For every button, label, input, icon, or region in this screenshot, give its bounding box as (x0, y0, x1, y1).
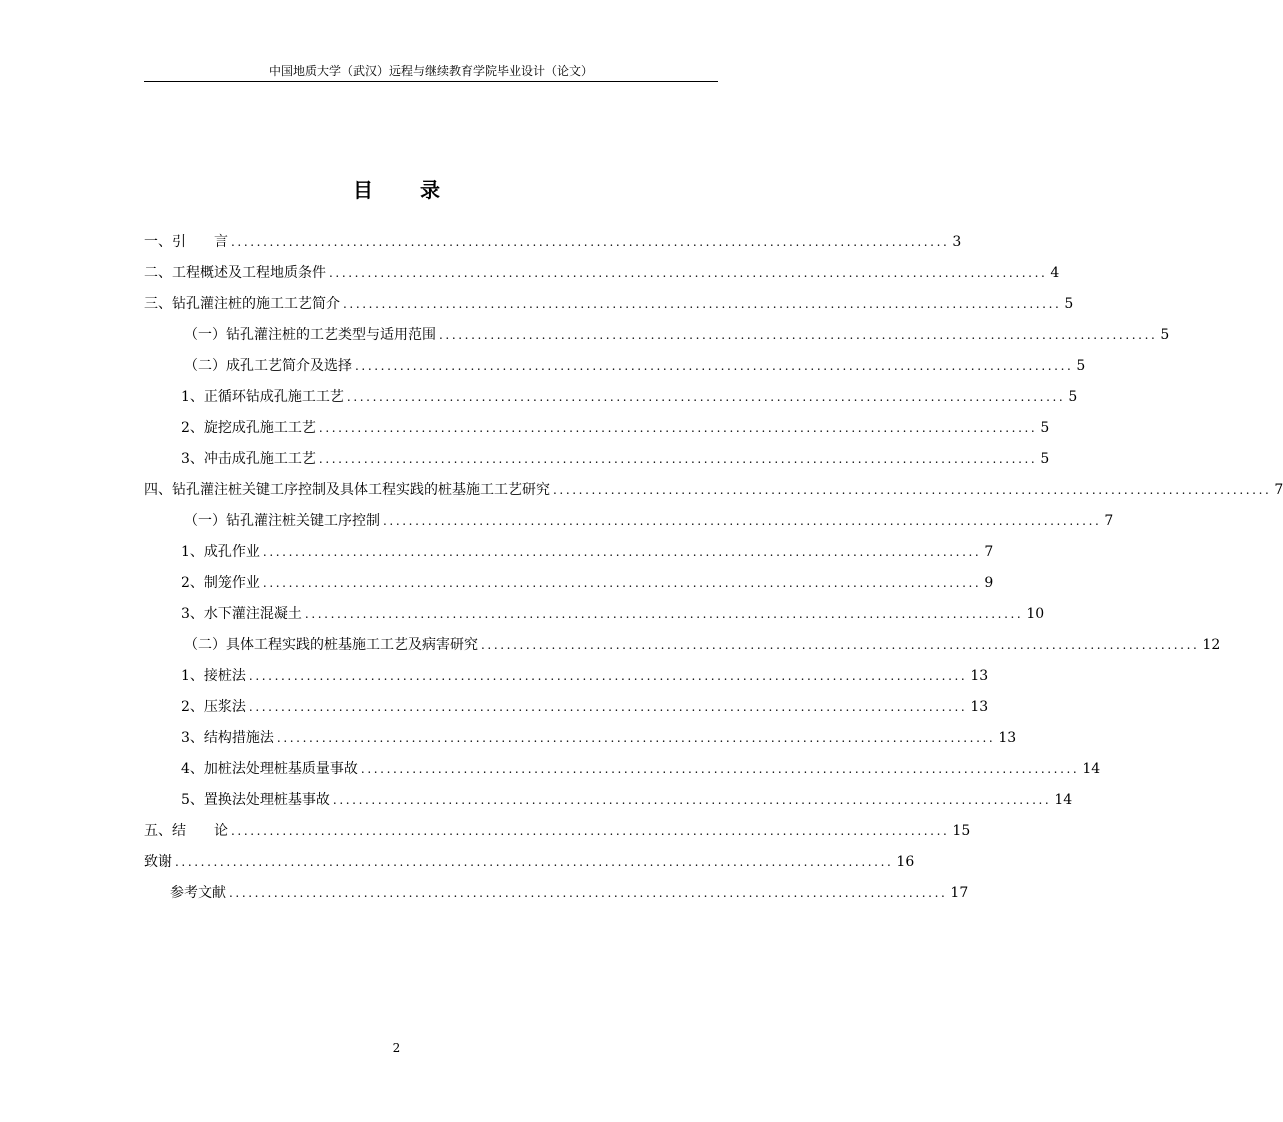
toc-entry-hole-operation[interactable] (181, 537, 994, 568)
toc-entry-label: 四、钻孔灌注桩关键工序控制及具体工程实践的桩基施工工艺研究 (144, 482, 550, 498)
toc-entry-page: 17 (950, 885, 969, 901)
toc-entry-additional-piles[interactable] (181, 754, 1101, 785)
toc-leader-dots: ................................................................................................................ (262, 576, 982, 590)
toc-entry-acknowledgements[interactable] (144, 847, 915, 878)
toc-entry-label: 2、制笼作业 (181, 575, 260, 591)
toc-entry-overview[interactable] (144, 258, 1060, 289)
toc-leader-dots: ................................................................................................................ (318, 452, 1038, 466)
toc-entry-pile-joining[interactable] (181, 661, 989, 692)
toc-entry-forward-circulation[interactable] (181, 382, 1078, 413)
toc-leader-dots: ................................................................................................................ (229, 886, 948, 900)
toc-entry-page: 13 (970, 668, 989, 684)
toc-entry-label: 4、加桩法处理桩基质量事故 (181, 761, 358, 777)
toc-entry-page: 7 (1104, 513, 1114, 529)
toc-entry-page: 10 (1026, 606, 1045, 622)
toc-leader-dots: ................................................................................................................ (481, 638, 1200, 652)
toc-entry-label: 3、结构措施法 (181, 730, 274, 746)
toc-entry-label: 三、钻孔灌注桩的施工工艺简介 (144, 296, 340, 312)
toc-leader-dots: ................................................................................................................ (304, 607, 1024, 621)
toc-entry-label: （一）钻孔灌注桩的工艺类型与适用范围 (184, 327, 436, 343)
toc-entry-page: 5 (1064, 296, 1074, 312)
toc-entry-page: 13 (970, 699, 989, 715)
page-number: 2 (392, 1041, 401, 1055)
toc-entry-page: 13 (998, 730, 1017, 746)
toc-entry-label: 1、正循环钻成孔施工工艺 (181, 389, 344, 405)
toc-entry-label: 3、冲击成孔施工工艺 (181, 451, 316, 467)
toc-entry-label: 1、接桩法 (181, 668, 246, 684)
toc-leader-dots: ................................................................................................................ (343, 297, 1062, 311)
toc-entry-page: 4 (1050, 265, 1060, 281)
toc-entry-page: 5 (1160, 327, 1170, 343)
toc-entry-references[interactable] (170, 878, 969, 909)
toc-entry-replacement[interactable] (181, 785, 1073, 816)
toc-entry-intro[interactable] (144, 227, 962, 258)
toc-entry-page: 9 (984, 575, 994, 591)
toc-leader-dots: ................................................................................................................ (383, 514, 1102, 528)
toc-entry-label: 2、旋挖成孔施工工艺 (181, 420, 316, 436)
toc-entry-label: 二、工程概述及工程地质条件 (144, 265, 326, 281)
toc-leader-dots: ................................................................................................................ (346, 390, 1066, 404)
toc-entry-key-procedure[interactable] (184, 506, 1114, 537)
toc-entry-percussion[interactable] (181, 444, 1050, 475)
toc-leader-dots: ................................................................................................................ (276, 731, 996, 745)
toc-leader-dots: ................................................................................................................ (439, 328, 1158, 342)
toc-entry-conclusion[interactable] (144, 816, 971, 847)
toc-entry-page: 14 (1082, 761, 1101, 777)
toc-leader-dots: ................................................................................................................ (553, 483, 1272, 497)
toc-leader-dots: ................................................................................................................ (355, 359, 1074, 373)
toc-entry-grouting[interactable] (181, 692, 989, 723)
toc-leader-dots: ................................................................................................................ (360, 762, 1080, 776)
toc-entry-label: 1、成孔作业 (181, 544, 260, 560)
toc-entry-engineering-practice[interactable] (184, 630, 1221, 661)
toc-leader-dots: ................................................................................................................ (318, 421, 1038, 435)
toc-leader-dots: ................................................................................................................ (248, 669, 968, 683)
toc-entry-page: 7 (984, 544, 994, 560)
toc-entry-rotary-digging[interactable] (181, 413, 1050, 444)
toc-entry-page: 14 (1054, 792, 1073, 808)
toc-leader-dots: ................................................................................................................ (231, 824, 950, 838)
toc-entry-label: 2、压浆法 (181, 699, 246, 715)
header-rule (144, 81, 718, 82)
toc-entry-page: 7 (1274, 482, 1283, 498)
toc-entry-page: 5 (1040, 451, 1050, 467)
toc-entry-label: 参考文献 (170, 885, 226, 901)
toc-leader-dots: ................................................................................................................ (262, 545, 982, 559)
toc-entry-page: 5 (1076, 358, 1086, 374)
page-header: 中国地质大学（武汉）远程与继续教育学院毕业设计（论文） (268, 64, 593, 78)
toc-entry-label: 五、结 论 (144, 823, 228, 839)
toc-entry-page: 16 (896, 854, 915, 870)
toc-entry-page: 12 (1202, 637, 1221, 653)
toc-entry-process-types[interactable] (184, 320, 1170, 351)
toc-entry-label: （二）具体工程实践的桩基施工工艺及病害研究 (184, 637, 478, 653)
toc-leader-dots: ................................................................................................................ (248, 700, 968, 714)
toc-entry-page: 3 (952, 234, 962, 250)
toc-entry-label: 5、置换法处理桩基事故 (181, 792, 330, 808)
toc-entry-underwater-concrete[interactable] (181, 599, 1045, 630)
toc-leader-dots: ................................................................................................................ (329, 266, 1048, 280)
toc-entry-page: 5 (1068, 389, 1078, 405)
toc-entry-page: 5 (1040, 420, 1050, 436)
toc-entry-process-intro[interactable] (144, 289, 1074, 320)
toc-entry-label: （一）钻孔灌注桩关键工序控制 (184, 513, 380, 529)
toc-title: 目 录 (353, 178, 460, 202)
toc-entry-key-process-control[interactable] (144, 475, 1283, 506)
toc-leader-dots: ................................................................................................................ (175, 855, 894, 869)
toc-entry-label: 3、水下灌注混凝土 (181, 606, 302, 622)
toc-entry-label: （二）成孔工艺简介及选择 (184, 358, 352, 374)
toc-entry-structural-measures[interactable] (181, 723, 1017, 754)
toc-entry-cage-making[interactable] (181, 568, 994, 599)
toc-entry-hole-forming[interactable] (184, 351, 1086, 382)
toc-entry-label: 致谢 (144, 854, 172, 870)
toc-leader-dots: ................................................................................................................ (332, 793, 1052, 807)
toc-entry-label: 一、引 言 (144, 234, 228, 250)
toc-entry-page: 15 (952, 823, 971, 839)
toc-leader-dots: ................................................................................................................ (231, 235, 950, 249)
